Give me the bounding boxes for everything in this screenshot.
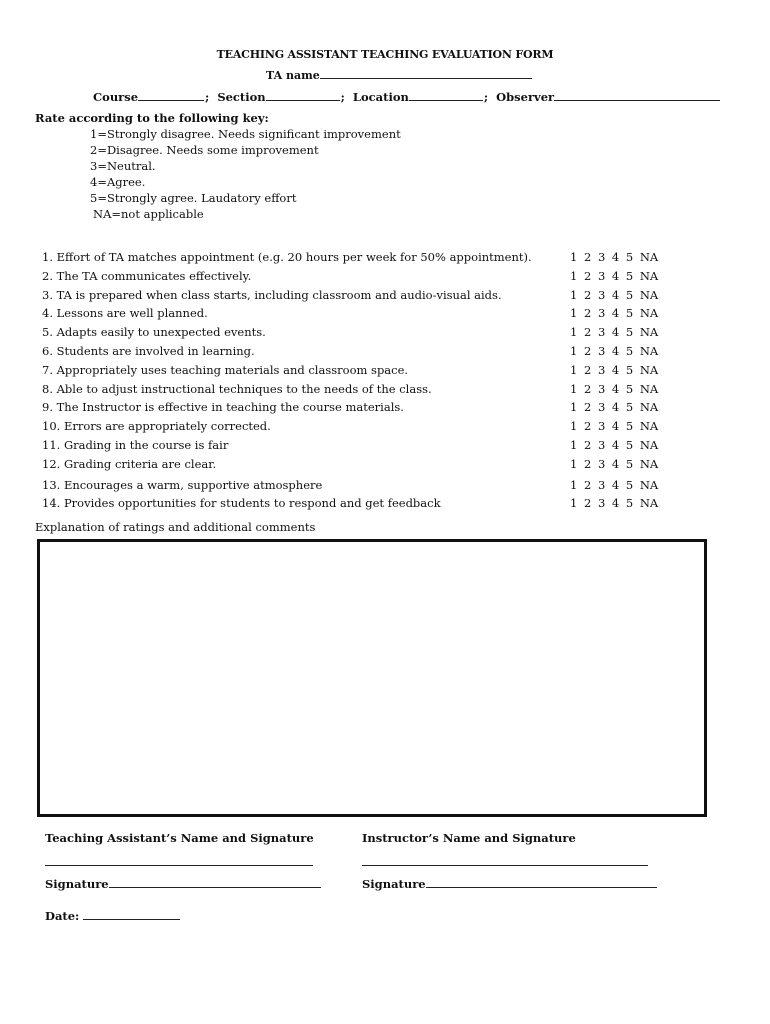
question-text: 8. Able to adjust instructional techniques to the needs of the class. xyxy=(42,381,432,396)
rating-scale[interactable]: 1 2 3 4 5 NA xyxy=(570,437,659,452)
question-row xyxy=(42,400,659,419)
observer-field[interactable] xyxy=(554,90,720,101)
question-text: 12. Grading criteria are clear. xyxy=(42,456,217,471)
date-field[interactable] xyxy=(83,909,180,920)
rating-key-item: 1=Strongly disagree. Needs significant improvement xyxy=(90,127,401,141)
rating-scale[interactable]: 1 2 3 4 5 NA xyxy=(570,268,659,283)
rating-key-item: NA=not applicable xyxy=(93,207,204,221)
ta-name-field[interactable] xyxy=(320,68,532,79)
rating-scale[interactable]: 1 2 3 4 5 NA xyxy=(570,419,659,434)
question-row xyxy=(42,287,659,307)
ta-signature-row xyxy=(45,877,321,891)
date-label: Date: xyxy=(45,909,80,923)
question-row xyxy=(42,437,659,457)
observer-label: Observer xyxy=(496,90,555,104)
question-row xyxy=(42,325,659,344)
rating-scale[interactable]: 1 2 3 4 5 NA xyxy=(570,306,659,321)
rating-key-list xyxy=(90,126,401,222)
instructor-name-line[interactable] xyxy=(362,865,648,866)
question-text: 7. Appropriately uses teaching materials and classroom space. xyxy=(42,362,409,377)
rating-key-item: 5=Strongly agree. Laudatory effort xyxy=(90,191,297,205)
signature-label: Signature xyxy=(362,877,426,891)
date-row xyxy=(45,909,180,923)
question-row xyxy=(42,496,659,515)
question-text: 9. The Instructor is effective in teaching the course materials. xyxy=(42,400,404,415)
separator: ; xyxy=(205,90,210,104)
ta-name-label: TA name xyxy=(266,69,320,82)
course-info-row xyxy=(93,90,720,104)
section-field[interactable] xyxy=(266,90,340,101)
rating-scale[interactable]: 1 2 3 4 5 NA xyxy=(570,362,659,377)
signature-label: Signature xyxy=(45,877,109,891)
course-field[interactable] xyxy=(138,90,204,101)
rating-scale[interactable]: 1 2 3 4 5 NA xyxy=(570,325,659,340)
ta-signature-heading: Teaching Assistant’s Name and Signature xyxy=(45,831,314,845)
question-text: 1. Effort of TA matches appointment (e.g. 20 hours per week for 50% appointment). xyxy=(42,250,532,264)
question-row xyxy=(42,419,659,438)
location-field[interactable] xyxy=(409,90,483,101)
question-text: 5. Adapts easily to unexpected events. xyxy=(42,325,266,340)
rating-scale[interactable]: 1 2 3 4 5 NA xyxy=(570,250,659,264)
question-text: 3. TA is prepared when class starts, including classroom and audio-visual aids. xyxy=(42,287,502,302)
rating-scale[interactable]: 1 2 3 4 5 NA xyxy=(570,496,659,511)
question-text: 13. Encourages a warm, supportive atmosphere xyxy=(42,477,323,492)
question-row xyxy=(42,456,659,476)
comments-box[interactable] xyxy=(37,539,707,817)
question-row xyxy=(42,343,659,363)
instructor-signature-row xyxy=(362,877,657,891)
separator: ; xyxy=(483,90,489,104)
question-row xyxy=(42,381,659,401)
question-text: 2. The TA communicates effectively. xyxy=(42,268,252,283)
ta-name-line[interactable] xyxy=(45,865,313,866)
location-label: Location xyxy=(352,90,409,104)
question-row xyxy=(42,477,659,497)
rating-key-heading: Rate according to the following key: xyxy=(35,111,269,125)
question-text: 11. Grading in the course is fair xyxy=(42,437,229,452)
question-row xyxy=(42,362,659,382)
question-list xyxy=(42,250,659,515)
question-text: 4. Lessons are well planned. xyxy=(42,306,208,321)
ta-name-row xyxy=(266,68,532,82)
question-text: 6. Students are involved in learning. xyxy=(42,343,255,358)
separator: ; xyxy=(340,90,345,104)
instructor-signature-field[interactable] xyxy=(426,877,657,888)
rating-key-item: 4=Agree. xyxy=(90,175,146,189)
comments-label: Explanation of ratings and additional comments xyxy=(35,520,316,534)
course-label: Course xyxy=(93,90,139,104)
form-title: TEACHING ASSISTANT TEACHING EVALUATION FORM xyxy=(216,48,554,61)
rating-scale[interactable]: 1 2 3 4 5 NA xyxy=(570,456,659,471)
rating-scale[interactable]: 1 2 3 4 5 NA xyxy=(570,400,659,415)
rating-scale[interactable]: 1 2 3 4 5 NA xyxy=(570,477,659,492)
rating-key-item: 3=Neutral. xyxy=(90,159,156,173)
rating-scale[interactable]: 1 2 3 4 5 NA xyxy=(570,287,659,302)
question-row xyxy=(42,250,659,269)
question-text: 14. Provides opportunities for students to respond and get feedback xyxy=(42,496,441,511)
question-text: 10. Errors are appropriately corrected. xyxy=(42,419,271,434)
instructor-signature-heading: Instructor’s Name and Signature xyxy=(362,831,576,845)
rating-scale[interactable]: 1 2 3 4 5 NA xyxy=(570,343,659,358)
rating-key-item: 2=Disagree. Needs some improvement xyxy=(90,143,319,157)
section-label: Section xyxy=(217,90,266,104)
question-row xyxy=(42,306,659,325)
rating-scale[interactable]: 1 2 3 4 5 NA xyxy=(570,381,659,396)
question-row xyxy=(42,268,659,288)
ta-signature-field[interactable] xyxy=(109,877,321,888)
